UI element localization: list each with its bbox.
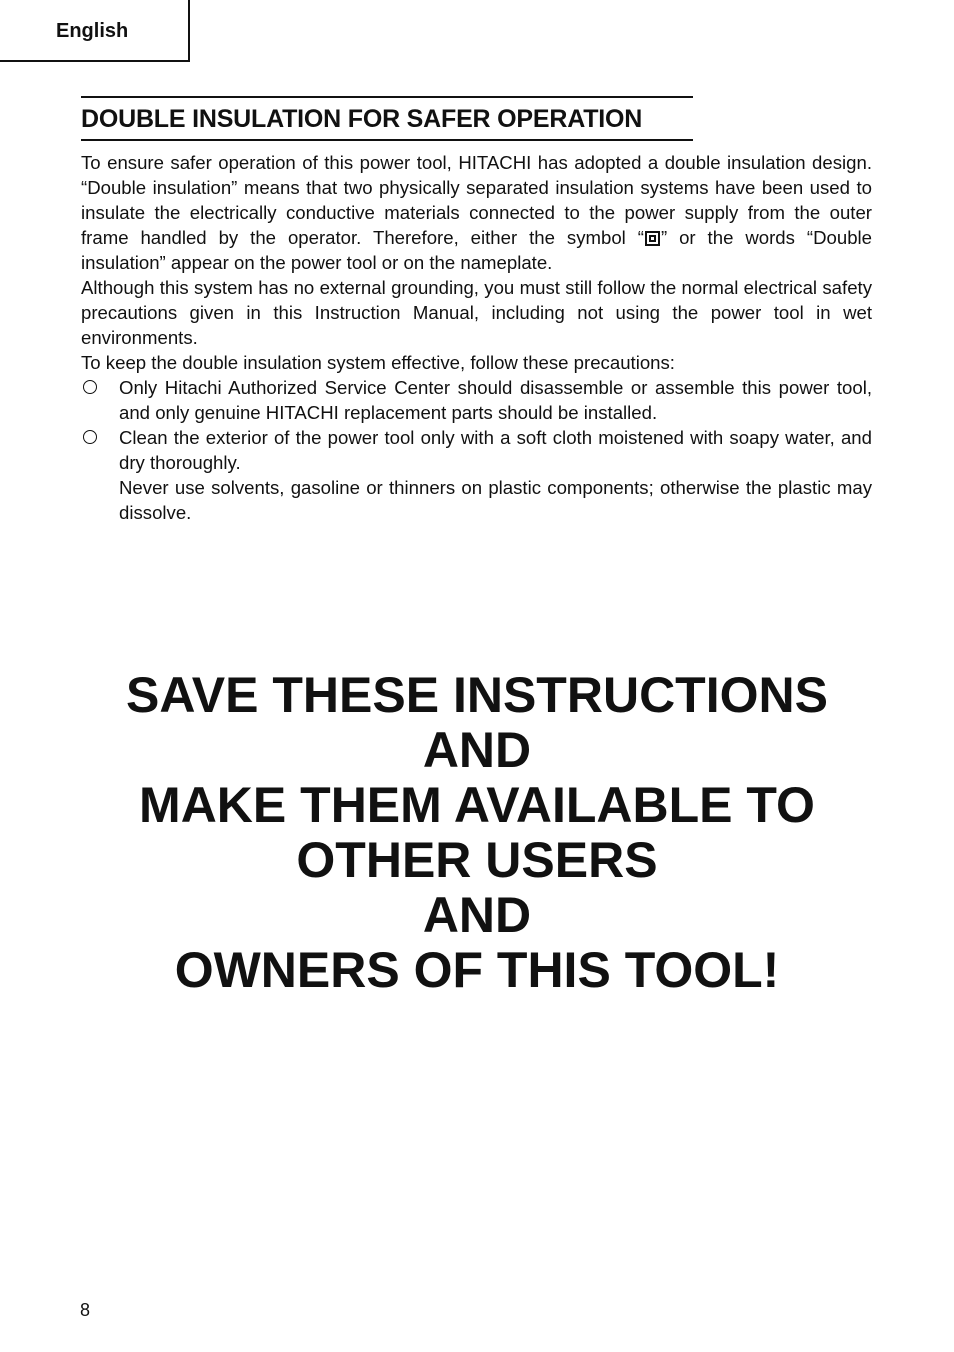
paragraph-grounding: Although this system has no external grounding, you must still follow the normal electrical safety precautions given in this Instruction Manual, including not using the power tool in wet environments. bbox=[81, 277, 872, 348]
notice-line: OWNERS OF THIS TOOL! bbox=[174, 942, 780, 998]
section-body bbox=[81, 150, 872, 525]
language-label: English bbox=[56, 20, 129, 42]
paragraph-double-insulation bbox=[81, 150, 872, 275]
paragraph-text: ” or the words “Double insulation” appear on the power tool or on the nameplate. bbox=[81, 227, 873, 273]
language-tab bbox=[0, 0, 190, 62]
circle-bullet-icon bbox=[83, 430, 97, 444]
list-item-text: Only Hitachi Authorized Service Center should disassemble or assemble this power tool, and only genuine HITACHI replacement parts should be installed. bbox=[119, 377, 872, 423]
section-heading bbox=[81, 96, 693, 141]
paragraph-text: To ensure safer operation of this power tool, HITACHI has adopted a double insulation design. “Double insulation” means that two physically separated insulation systems have been used to insulate the electrically conductive materials connected to the power supply from the outer frame handled by the operator. Therefore, either the symbol “ bbox=[81, 152, 872, 248]
notice-line: OTHER USERS bbox=[296, 832, 658, 888]
paragraph-precautions-intro: To keep the double insulation system effective, follow these precautions: bbox=[81, 352, 675, 373]
notice-line: MAKE THEM AVAILABLE TO bbox=[139, 777, 815, 833]
list-item bbox=[81, 375, 872, 425]
list-item bbox=[81, 425, 872, 525]
notice-line: AND bbox=[422, 887, 532, 943]
section-title: DOUBLE INSULATION FOR SAFER OPERATION bbox=[81, 105, 643, 133]
circle-bullet-icon bbox=[83, 380, 97, 394]
notice-line: AND bbox=[422, 722, 532, 778]
list-item-text: Clean the exterior of the power tool only with a soft cloth moistened with soapy water, and dry thoroughly. bbox=[119, 427, 872, 473]
page-number: 8 bbox=[80, 1300, 91, 1320]
list-item-extra-text: Never use solvents, gasoline or thinners on plastic components; otherwise the plastic may dissolve. bbox=[119, 477, 872, 523]
notice-line: SAVE THESE INSTRUCTIONS bbox=[126, 667, 828, 723]
save-instructions-notice bbox=[0, 668, 954, 998]
double-insulation-icon bbox=[645, 231, 660, 246]
